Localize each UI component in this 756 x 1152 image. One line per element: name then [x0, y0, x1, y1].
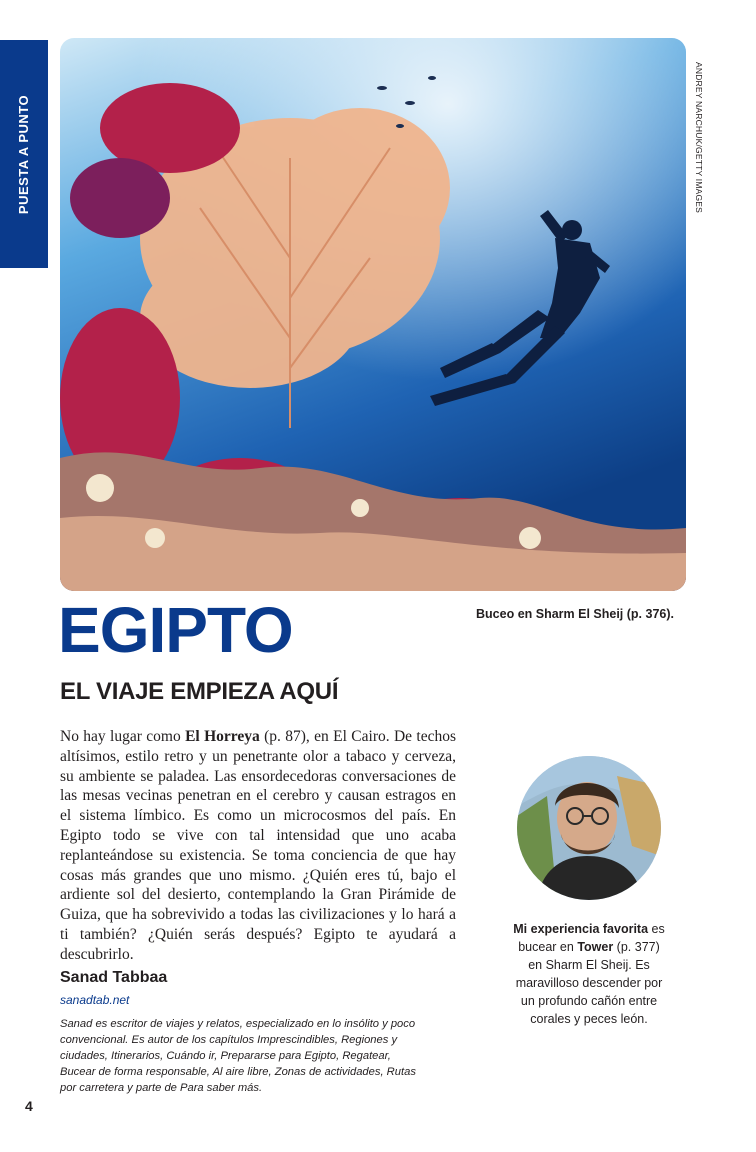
- author-name: Sanad Tabbaa: [60, 969, 168, 986]
- favorite-experience: [511, 920, 667, 1028]
- hero-photo-diver: [60, 38, 686, 591]
- page-number: 4: [25, 1098, 33, 1114]
- author-bio: Sanad es escritor de viajes y relatos, especializado en lo insólito y poco convencional. Es autor de los capítulos Imprescindibles, Regiones y ciudades, Itinerarios, Cuándo ir, Prepararse para Egipto, Regatear, Bucear de forma responsable, Al aire libre, Zonas de actividades, Rutas por carretera y parte de Para saber más.: [60, 1018, 416, 1094]
- page-subtitle: EL VIAJE EMPIEZA AQUÍ: [60, 678, 339, 705]
- author-website-link[interactable]: sanadtab.net: [60, 993, 130, 1007]
- author-portrait: [517, 756, 661, 900]
- favorite-text-2: (p. 377) en Sharm El Sheij. Es maravilloso descender por un profundo cañón entre corales y peces león.: [515, 940, 663, 1026]
- intro-place: El Horreya: [185, 728, 260, 745]
- favorite-heading: Mi experiencia favorita: [513, 922, 649, 936]
- intro-text-1: No hay lugar como: [60, 728, 186, 745]
- photo-credit: ANDREY NARCHUK/GETTY IMAGES: [694, 62, 704, 214]
- photo-caption: Buceo en Sharm El Sheij (p. 376).: [476, 607, 674, 621]
- favorite-text-1: es bucear en: [518, 922, 665, 954]
- intro-text-2: (p. 87), en El Cairo. De techos altísimos, estilo retro y un penetrante olor a tabaco y cerveza, su ambiente se paladea. Las ensordecedoras conversaciones de las mesas vecinas penetran en el cerebro y causan estragos en el sistema límbico. Es como un microcosmos del país. En Egipto todo se vive con tal intensidad que uno acaba replanteándose su existencia. Se toma conciencia de que hay cosas más grandes que uno mismo. ¿Quién eres tú, bajo el ardiente sol del desierto, contemplando la Gran Pirámide de Guiza, que ha sobrevivido a todas las civilizaciones y lo hará a ti también? ¿Quién serás después? Egipto te ayudará a descubrirlo.: [60, 728, 457, 963]
- page-title: EGIPTO: [58, 594, 293, 666]
- favorite-place: Tower: [577, 940, 614, 954]
- section-tab: [0, 40, 48, 268]
- intro-paragraph: [60, 727, 456, 965]
- section-tab-label: PUESTA A PUNTO: [16, 94, 32, 214]
